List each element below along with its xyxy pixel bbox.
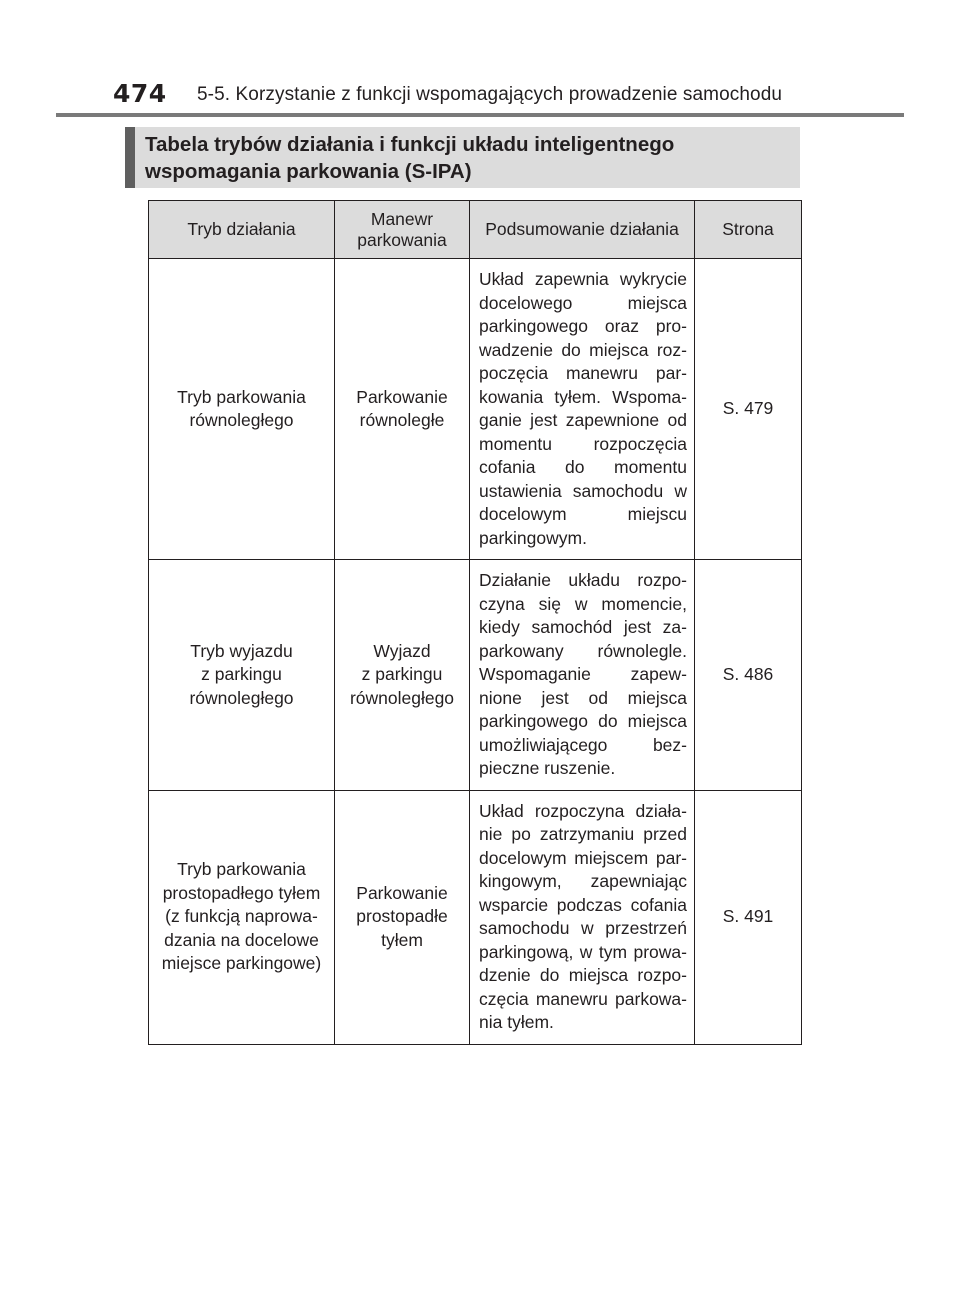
mode-line: Tryb parkowania	[177, 859, 306, 880]
table-row	[149, 560, 802, 791]
mode-line: (z funkcją naprowa-	[165, 906, 318, 927]
mode-cell	[149, 560, 335, 791]
mode-line: prostopadłego tyłem	[162, 882, 321, 903]
mode-cell	[149, 259, 335, 560]
chapter-title: 5-5. Korzystanie z funkcji wspomagających prowadzenie samochodu	[197, 84, 783, 105]
maneuver-line: Parkowanie	[356, 882, 448, 903]
maneuver-line: tyłem	[381, 929, 423, 950]
page-reference: S. 486	[695, 560, 802, 791]
header-page: Strona	[695, 201, 802, 259]
mode-line: Tryb wyjazdu	[190, 640, 293, 661]
maneuver-cell	[335, 560, 470, 791]
mode-line: miejsce parkingowe)	[161, 953, 322, 974]
header-divider	[56, 113, 904, 117]
mode-line: z parkingu	[201, 664, 282, 684]
maneuver-cell	[335, 790, 470, 1044]
maneuver-line: prostopadłe	[356, 906, 448, 927]
header-maneuver	[335, 201, 470, 259]
header-summary: Podsumowanie działania	[470, 201, 695, 259]
maneuver-line: równoległe	[359, 410, 445, 430]
header-maneuver-line: Manewr	[370, 208, 434, 229]
summary-cell: Działanie układu rozpoczyna się w momencie, kiedy samochód jest zaparkowany równolegle. Wspomaganie zapewnione jest od miejsca parkingowego do miejsca umożliwiającego bezpieczne ruszenie.	[470, 560, 695, 791]
section-title: Tabela trybów działania i funkcji układu inteligentnego wspomagania parkowania (S-IPA)	[145, 133, 675, 183]
page-number: 474	[113, 79, 167, 108]
maneuver-line: Wyjazd	[373, 640, 431, 661]
table-row	[149, 790, 802, 1044]
page-reference: S. 491	[695, 790, 802, 1044]
maneuver-line: Parkowanie	[356, 386, 448, 407]
header-maneuver-line: parkowania	[357, 229, 447, 250]
header-mode: Tryb działania	[149, 201, 335, 259]
section-title-box	[125, 127, 800, 188]
summary-cell: Układ rozpoczyna działanie po zatrzymaniu przed docelowym miejscem parkingowym, zapewniając wsparcie podczas cofania samochodu w przestrzeń parkingową, w tym prowadzenie do miejsca rozpoczęcia manewru parkowania tyłem.	[470, 790, 695, 1044]
mode-line: równoległego	[189, 410, 294, 430]
summary-cell: Układ zapewnia wykrycie docelowego miejsca parkingowego oraz prowadzenie do miejsca rozpoczęcia manewru parkowania tyłem. Wspomaganie jest zapewnione od momentu rozpoczęcia cofania do momentu ustawienia samochodu w docelowym miejscu parkingowym.	[470, 259, 695, 560]
mode-line: Tryb parkowania	[177, 386, 306, 407]
modes-table	[148, 200, 802, 1045]
table-row	[149, 259, 802, 560]
page-reference: S. 479	[695, 259, 802, 560]
table-header-row	[149, 201, 802, 259]
mode-cell	[149, 790, 335, 1044]
maneuver-cell	[335, 259, 470, 560]
mode-line: równoległego	[189, 687, 294, 708]
section-title-accent-bar	[125, 127, 135, 188]
page-header	[0, 76, 960, 116]
maneuver-line: z parkingu	[361, 664, 443, 684]
mode-line: dzania na docelowe	[164, 929, 319, 950]
maneuver-line: równoległego	[349, 687, 455, 708]
